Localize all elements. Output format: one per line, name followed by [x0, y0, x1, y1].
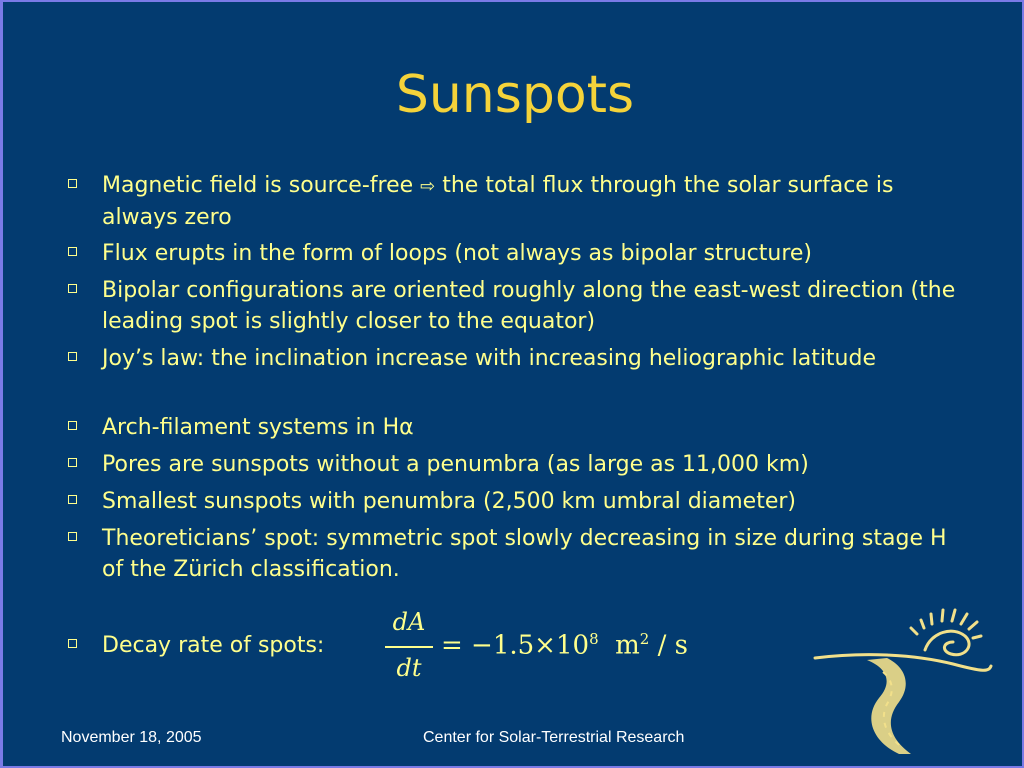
footer-date: November 18, 2005 [61, 729, 202, 746]
slide-title: Sunspots [395, 65, 635, 125]
equation-numerator: dA [392, 608, 426, 636]
bullet-text: Flux erupts in the form of loops (not always as bipolar structure) [102, 241, 813, 266]
square-bullet-icon [68, 352, 77, 361]
footer-organization: Center for Solar-Terrestrial Research [423, 729, 685, 746]
bullet-text: Smallest sunspots with penumbra (2,500 km umbral diameter) [102, 489, 797, 514]
equation-coefficient: = −1.5×10 [441, 630, 590, 661]
bullet-text: Decay rate of spots: [102, 633, 325, 658]
square-bullet-icon [68, 495, 77, 504]
equation-denominator: dt [396, 654, 422, 682]
right-arrow-icon: ⇨ [420, 176, 436, 197]
bullet-text: Theoreticians’ spot: symmetric spot slowly decreasing in size during stage H of the Zürich classification. [102, 526, 947, 582]
square-bullet-icon [68, 639, 77, 648]
sun-road-logo-icon [803, 602, 1023, 762]
equation-unit: m [615, 630, 640, 661]
square-bullet-icon [68, 284, 77, 293]
fraction-bar [385, 646, 433, 648]
bullet-text: Arch-filament systems in Hα [102, 415, 414, 440]
square-bullet-icon [68, 247, 77, 256]
square-bullet-icon [68, 179, 77, 188]
equation-exponent: 8 [589, 630, 599, 648]
equation-rhs [441, 630, 688, 661]
bullet-text: the total flux through the solar surface is always zero [102, 173, 894, 230]
square-bullet-icon [68, 458, 77, 467]
bullet-text: Bipolar configurations are oriented roughly along the east-west direction (the leading spot is slightly closer to the equator) [102, 278, 956, 334]
slide [3, 2, 1022, 766]
equation-unit-exponent: 2 [639, 630, 650, 648]
bullet-text: Joy’s law: the inclination increase with increasing heliographic latitude [102, 346, 876, 371]
bullet-text: Pores are sunspots without a penumbra (as large as 11,000 km) [102, 452, 809, 477]
equation-unit-suffix: / s [649, 630, 688, 661]
square-bullet-icon [68, 421, 77, 430]
bullet-text: Magnetic field is source-free [102, 173, 414, 198]
square-bullet-icon [68, 532, 77, 541]
